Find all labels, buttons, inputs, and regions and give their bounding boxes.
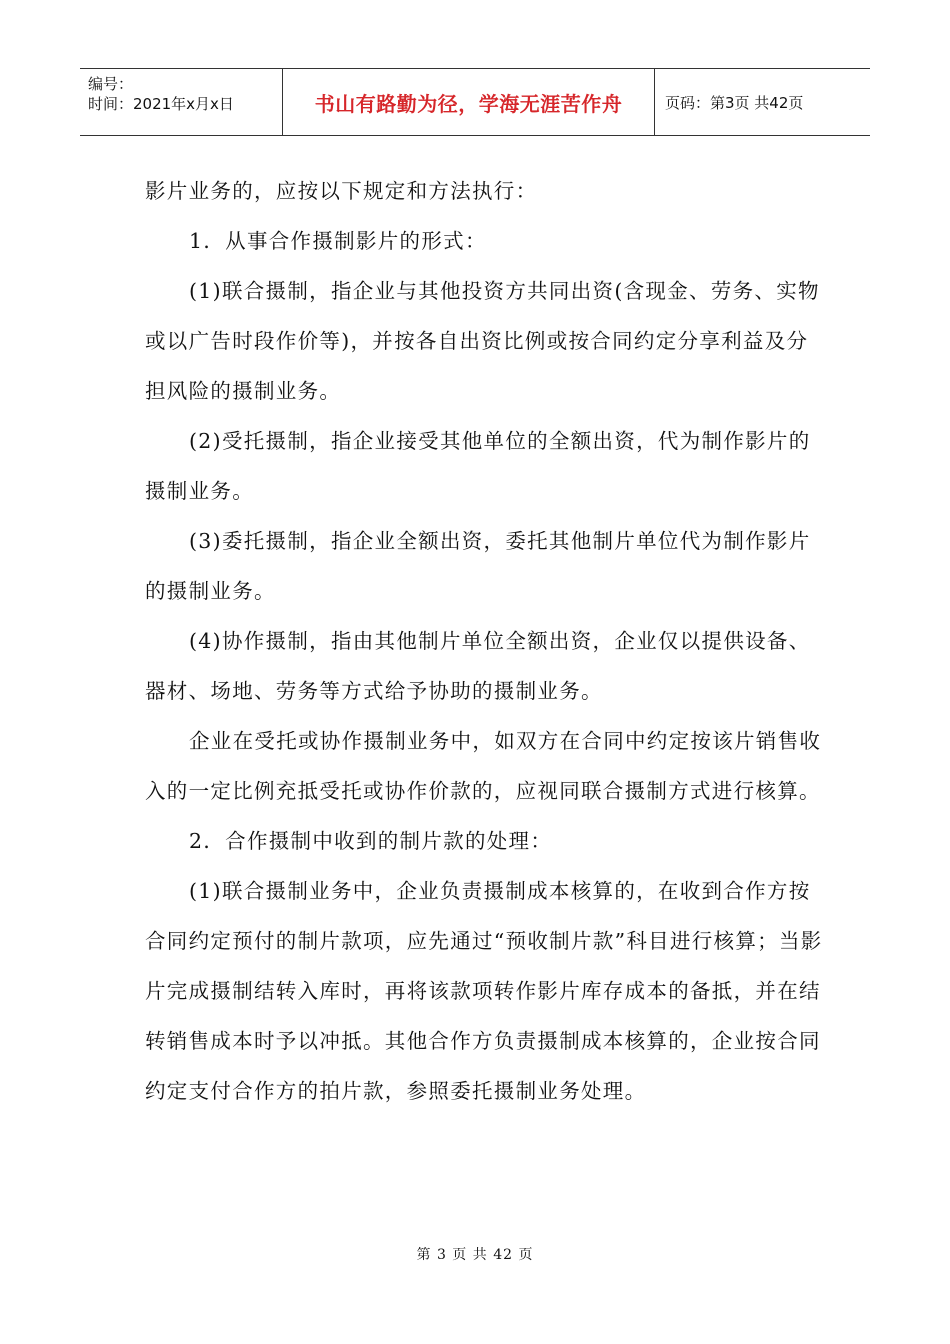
paragraph: (4)协作摄制，指由其他制片单位全额出资，企业仅以提供设备、器材、场地、劳务等方式给予协助的摄制业务。 — [145, 629, 811, 703]
page-footer — [0, 1244, 950, 1264]
paragraph: 2．合作摄制中收到的制片款的处理： — [189, 829, 553, 853]
header-meta — [80, 69, 283, 135]
page-header — [80, 68, 870, 136]
paragraph: (1)联合摄制业务中，企业负责摄制成本核算的，在收到合作方按合同约定预付的制片款项，应先通过“预收制片款”科目进行核算；当影片完成摄制结转入库时，再将该款项转作影片库存成本的备抵，并在结转销售成本时予以冲抵。其他合作方负责摄制成本核算的，企业按合同约定支付合作方的拍片款，参照委托摄制业务处理。 — [145, 879, 823, 1103]
header-motto — [283, 69, 655, 135]
document-body — [145, 166, 825, 1116]
serial-label: 编号： — [88, 75, 134, 93]
paragraph: 1．从事合作摄制影片的形式： — [189, 229, 487, 253]
motto-text: 书山有路勤为径，学海无涯苦作舟 — [314, 91, 623, 116]
page-info-text: 页码：第3页 共42页 — [665, 93, 804, 112]
paragraph: 影片业务的，应按以下规定和方法执行： — [145, 179, 538, 203]
footer-page-number: 第 3 页 共 42 页 — [416, 1247, 534, 1263]
header-page-info — [655, 69, 870, 135]
paragraph: (2)受托摄制，指企业接受其他单位的全额出资，代为制作影片的摄制业务。 — [145, 429, 811, 503]
paragraph: 企业在受托或协作摄制业务中，如双方在合同中约定按该片销售收入的一定比例充抵受托或协作价款的，应视同联合摄制方式进行核算。 — [145, 729, 822, 803]
paragraph: (3)委托摄制，指企业全额出资，委托其他制片单位代为制作影片的摄制业务。 — [145, 529, 811, 603]
date-label: 时间：2021年x月x日 — [88, 95, 234, 113]
paragraph: (1)联合摄制，指企业与其他投资方共同出资(含现金、劳务、实物或以广告时段作价等)，并按各自出资比例或按合同约定分享利益及分担风险的摄制业务。 — [145, 279, 820, 403]
